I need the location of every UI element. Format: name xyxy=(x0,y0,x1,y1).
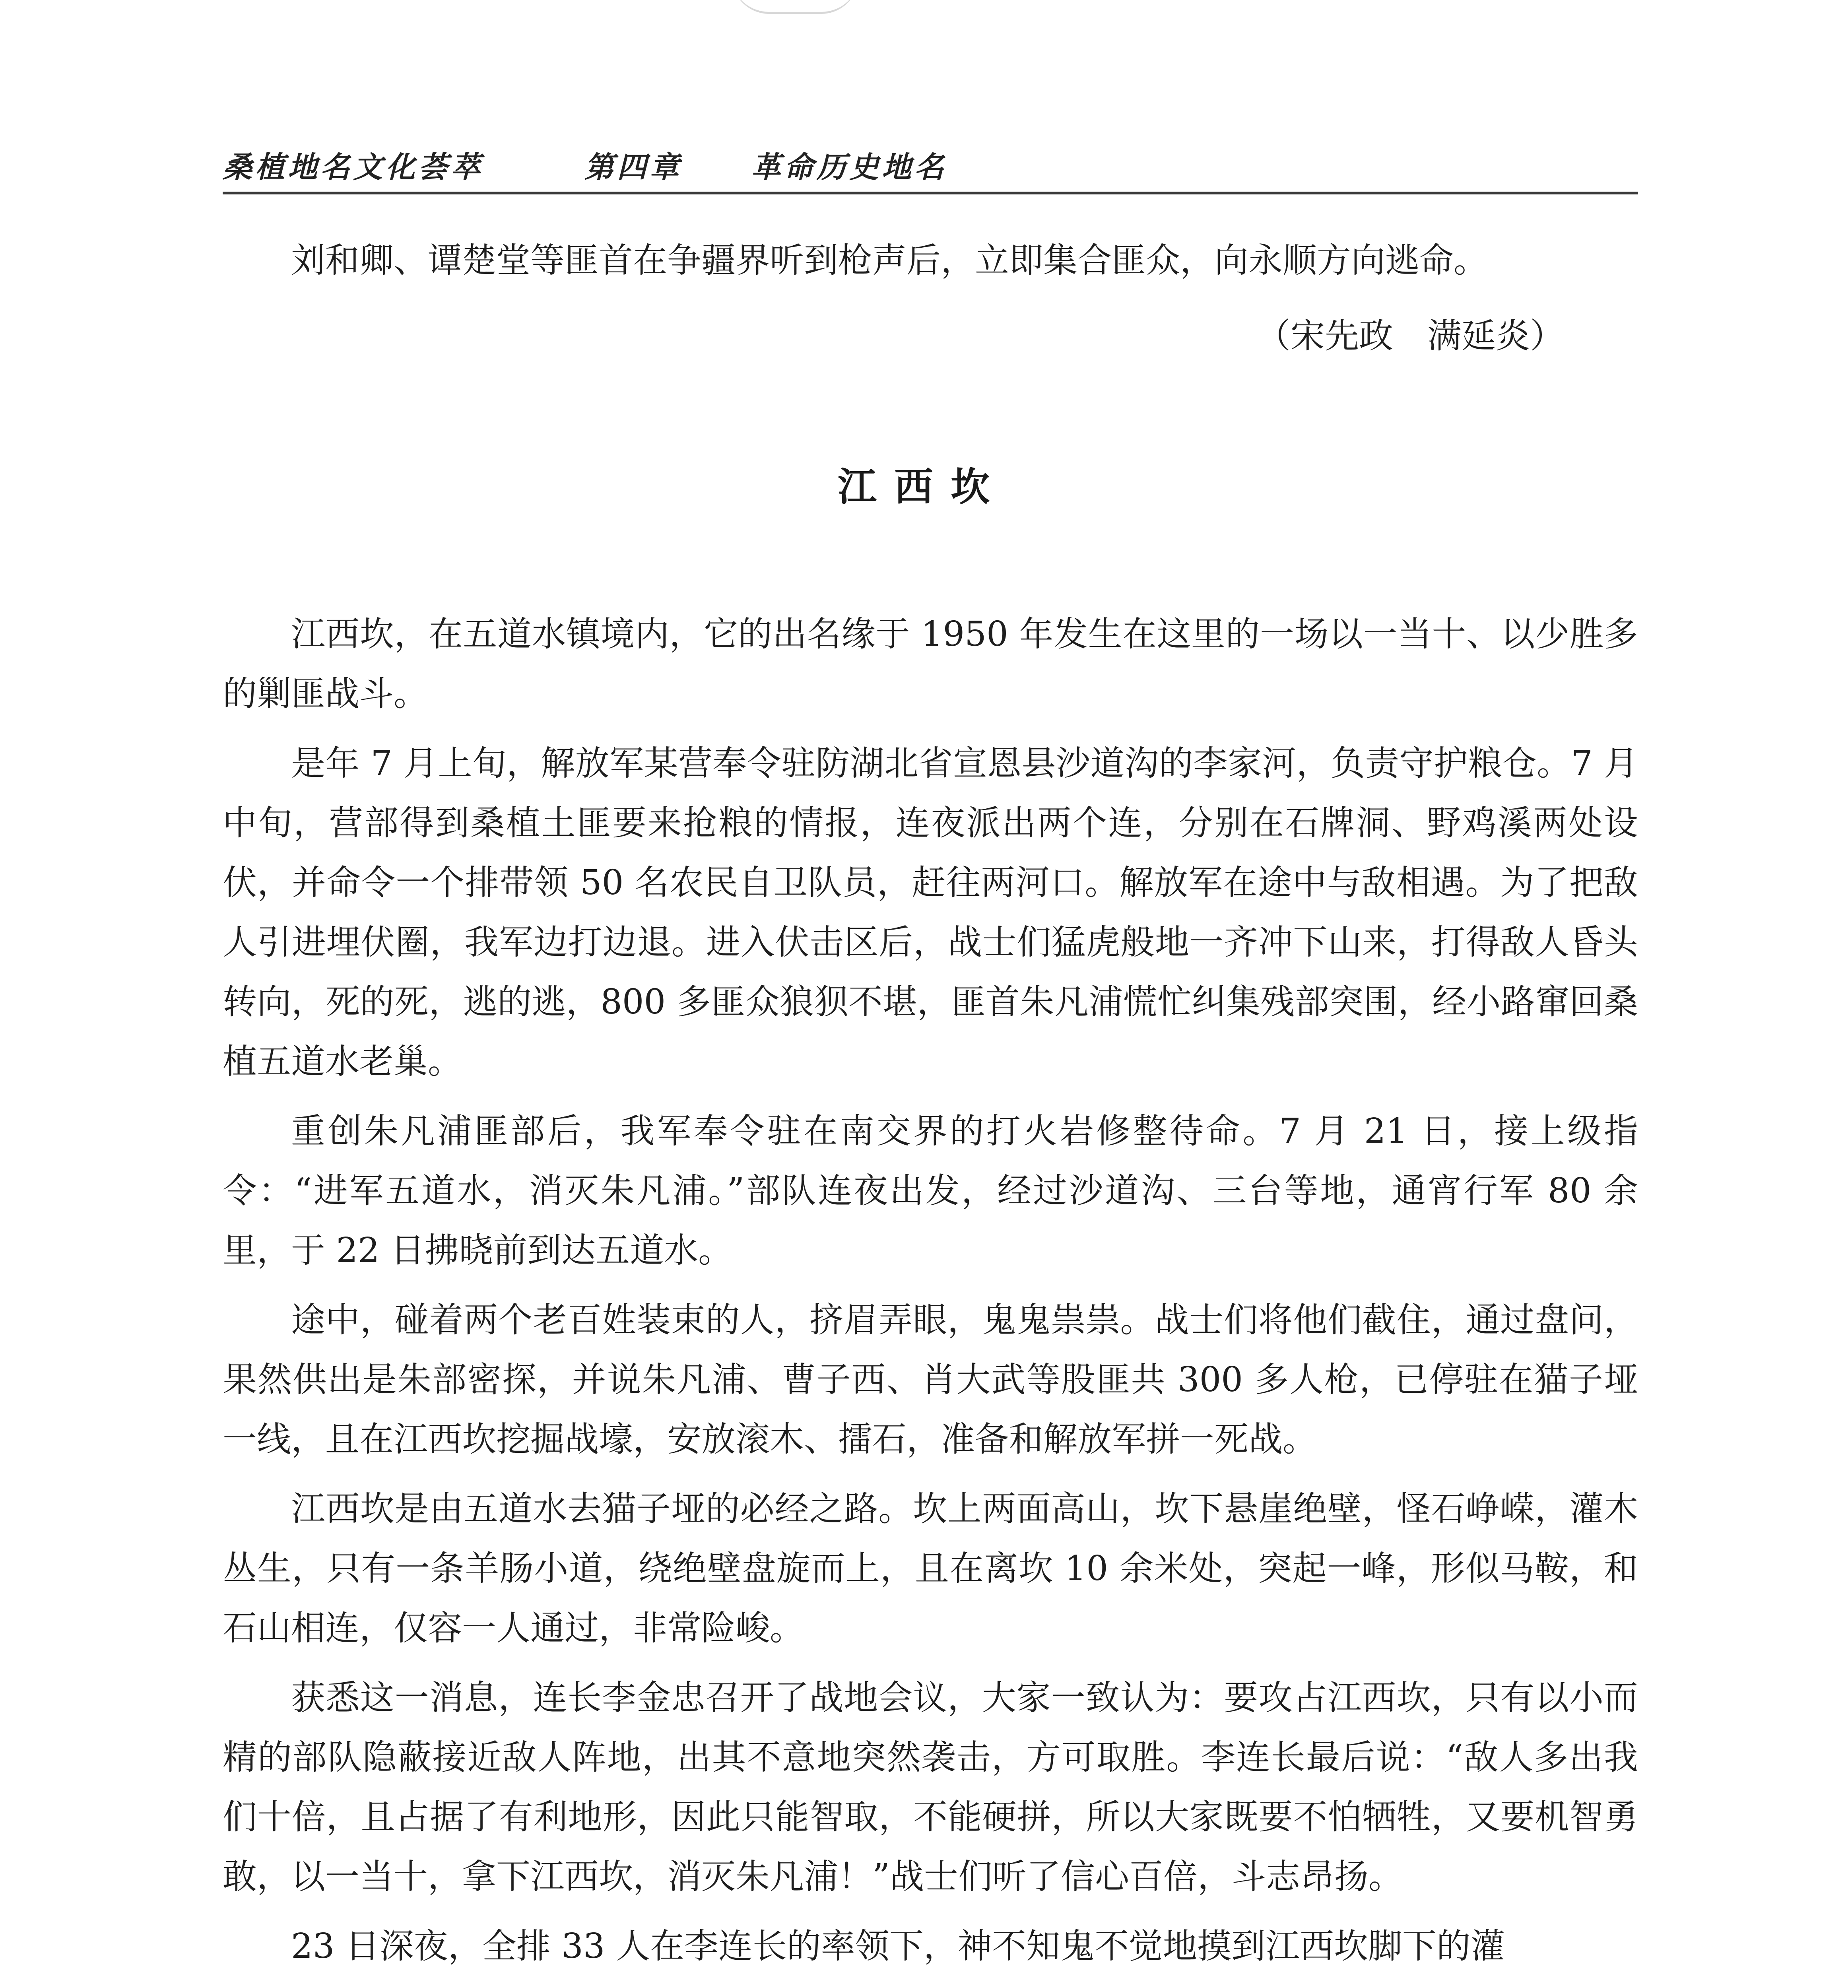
running-header xyxy=(223,138,947,186)
paragraph: 江西坎是由五道水去猫子垭的必经之路。坎上两面高山，坎下悬崖绝壁，怪石峥嵘，灌木丛生，只有一条羊肠小道，绕绝壁盘旋而上，且在离坎 10 余米处，突起一峰，形似马鞍，和石山相连，仅容一人通过，非常险峻。 xyxy=(223,1489,1638,1648)
closing-paragraph: 刘和卿、谭楚堂等匪首在争疆界听到枪声后，立即集合匪众，向永顺方向逃命。 xyxy=(291,241,1488,280)
previous-section-authors: （宋先政 满延炎） xyxy=(1256,316,1564,356)
paragraph: 重创朱凡浦匪部后，我军奉令驻在南交界的打火岩修整待命。7 月 21 日，接上级指令：“进军五道水，消灭朱凡浦。”部队连夜出发，经过沙道沟、三台等地，通宵行军 80 余里，于 22 日拂晓前到达五道水。 xyxy=(223,1111,1638,1270)
previous-section-closing xyxy=(223,231,1638,290)
chapter-title: 革命历史地名 xyxy=(751,150,947,184)
paragraph: 获悉这一消息，连长李金忠召开了战地会议，大家一致认为：要攻占江西坎，只有以小而精的部队隐蔽接近敌人阵地，出其不意地突然袭击，方可取胜。李连长最后说：“敌人多出我们十倍，且占据了有利地形，因此只能智取，不能硬拼，所以大家既要不怕牺牲，又要机智勇敢，以一当十，拿下江西坎，消灭朱凡浦！”战士们听了信心百倍，斗志昂扬。 xyxy=(223,1678,1638,1897)
paragraph: 途中，碰着两个老百姓装束的人，挤眉弄眼，鬼鬼祟祟。战士们将他们截住，通过盘问，果然供出是朱部密探，并说朱凡浦、曹子西、肖大武等股匪共 300 多人枪，已停驻在猫子垭一线，且在江西坎挖掘战壕，安放滚木、擂石，准备和解放军拼一死战。 xyxy=(223,1300,1638,1459)
scan-artifact xyxy=(732,0,859,14)
book-title: 桑植地名文化荟萃 xyxy=(223,150,483,184)
chapter-number: 第四章 xyxy=(584,150,682,184)
paragraph: 23 日深夜，全排 33 人在李连长的率领下，神不知鬼不觉地摸到江西坎脚下的灌 xyxy=(291,1926,1505,1966)
header-divider xyxy=(223,192,1638,194)
section-title: 江西坎 xyxy=(837,464,1007,510)
paragraph: 是年 7 月上旬，解放军某营奉令驻防湖北省宣恩县沙道沟的李家河，负责守护粮仓。7 月中旬，营部得到桑植土匪要来抢粮的情报，连夜派出两个连，分别在石牌洞、野鸡溪两处设伏，并命令一个排带领 50 名农民自卫队员，赶往两河口。解放军在途中与敌相遇。为了把敌人引进埋伏圈，我军边打边退。进入伏击区后，战士们猛虎般地一齐冲下山来，打得敌人昏头转向，死的死，逃的逃，800 多匪众狼狈不堪，匪首朱凡浦慌忙纠集残部突围，经小路窜回桑植五道水老巢。 xyxy=(223,744,1638,1081)
paragraph: 江西坎，在五道水镇境内，它的出名缘于 1950 年发生在这里的一场以一当十、以少胜多的剿匪战斗。 xyxy=(223,614,1638,714)
article-body xyxy=(223,604,1638,1986)
